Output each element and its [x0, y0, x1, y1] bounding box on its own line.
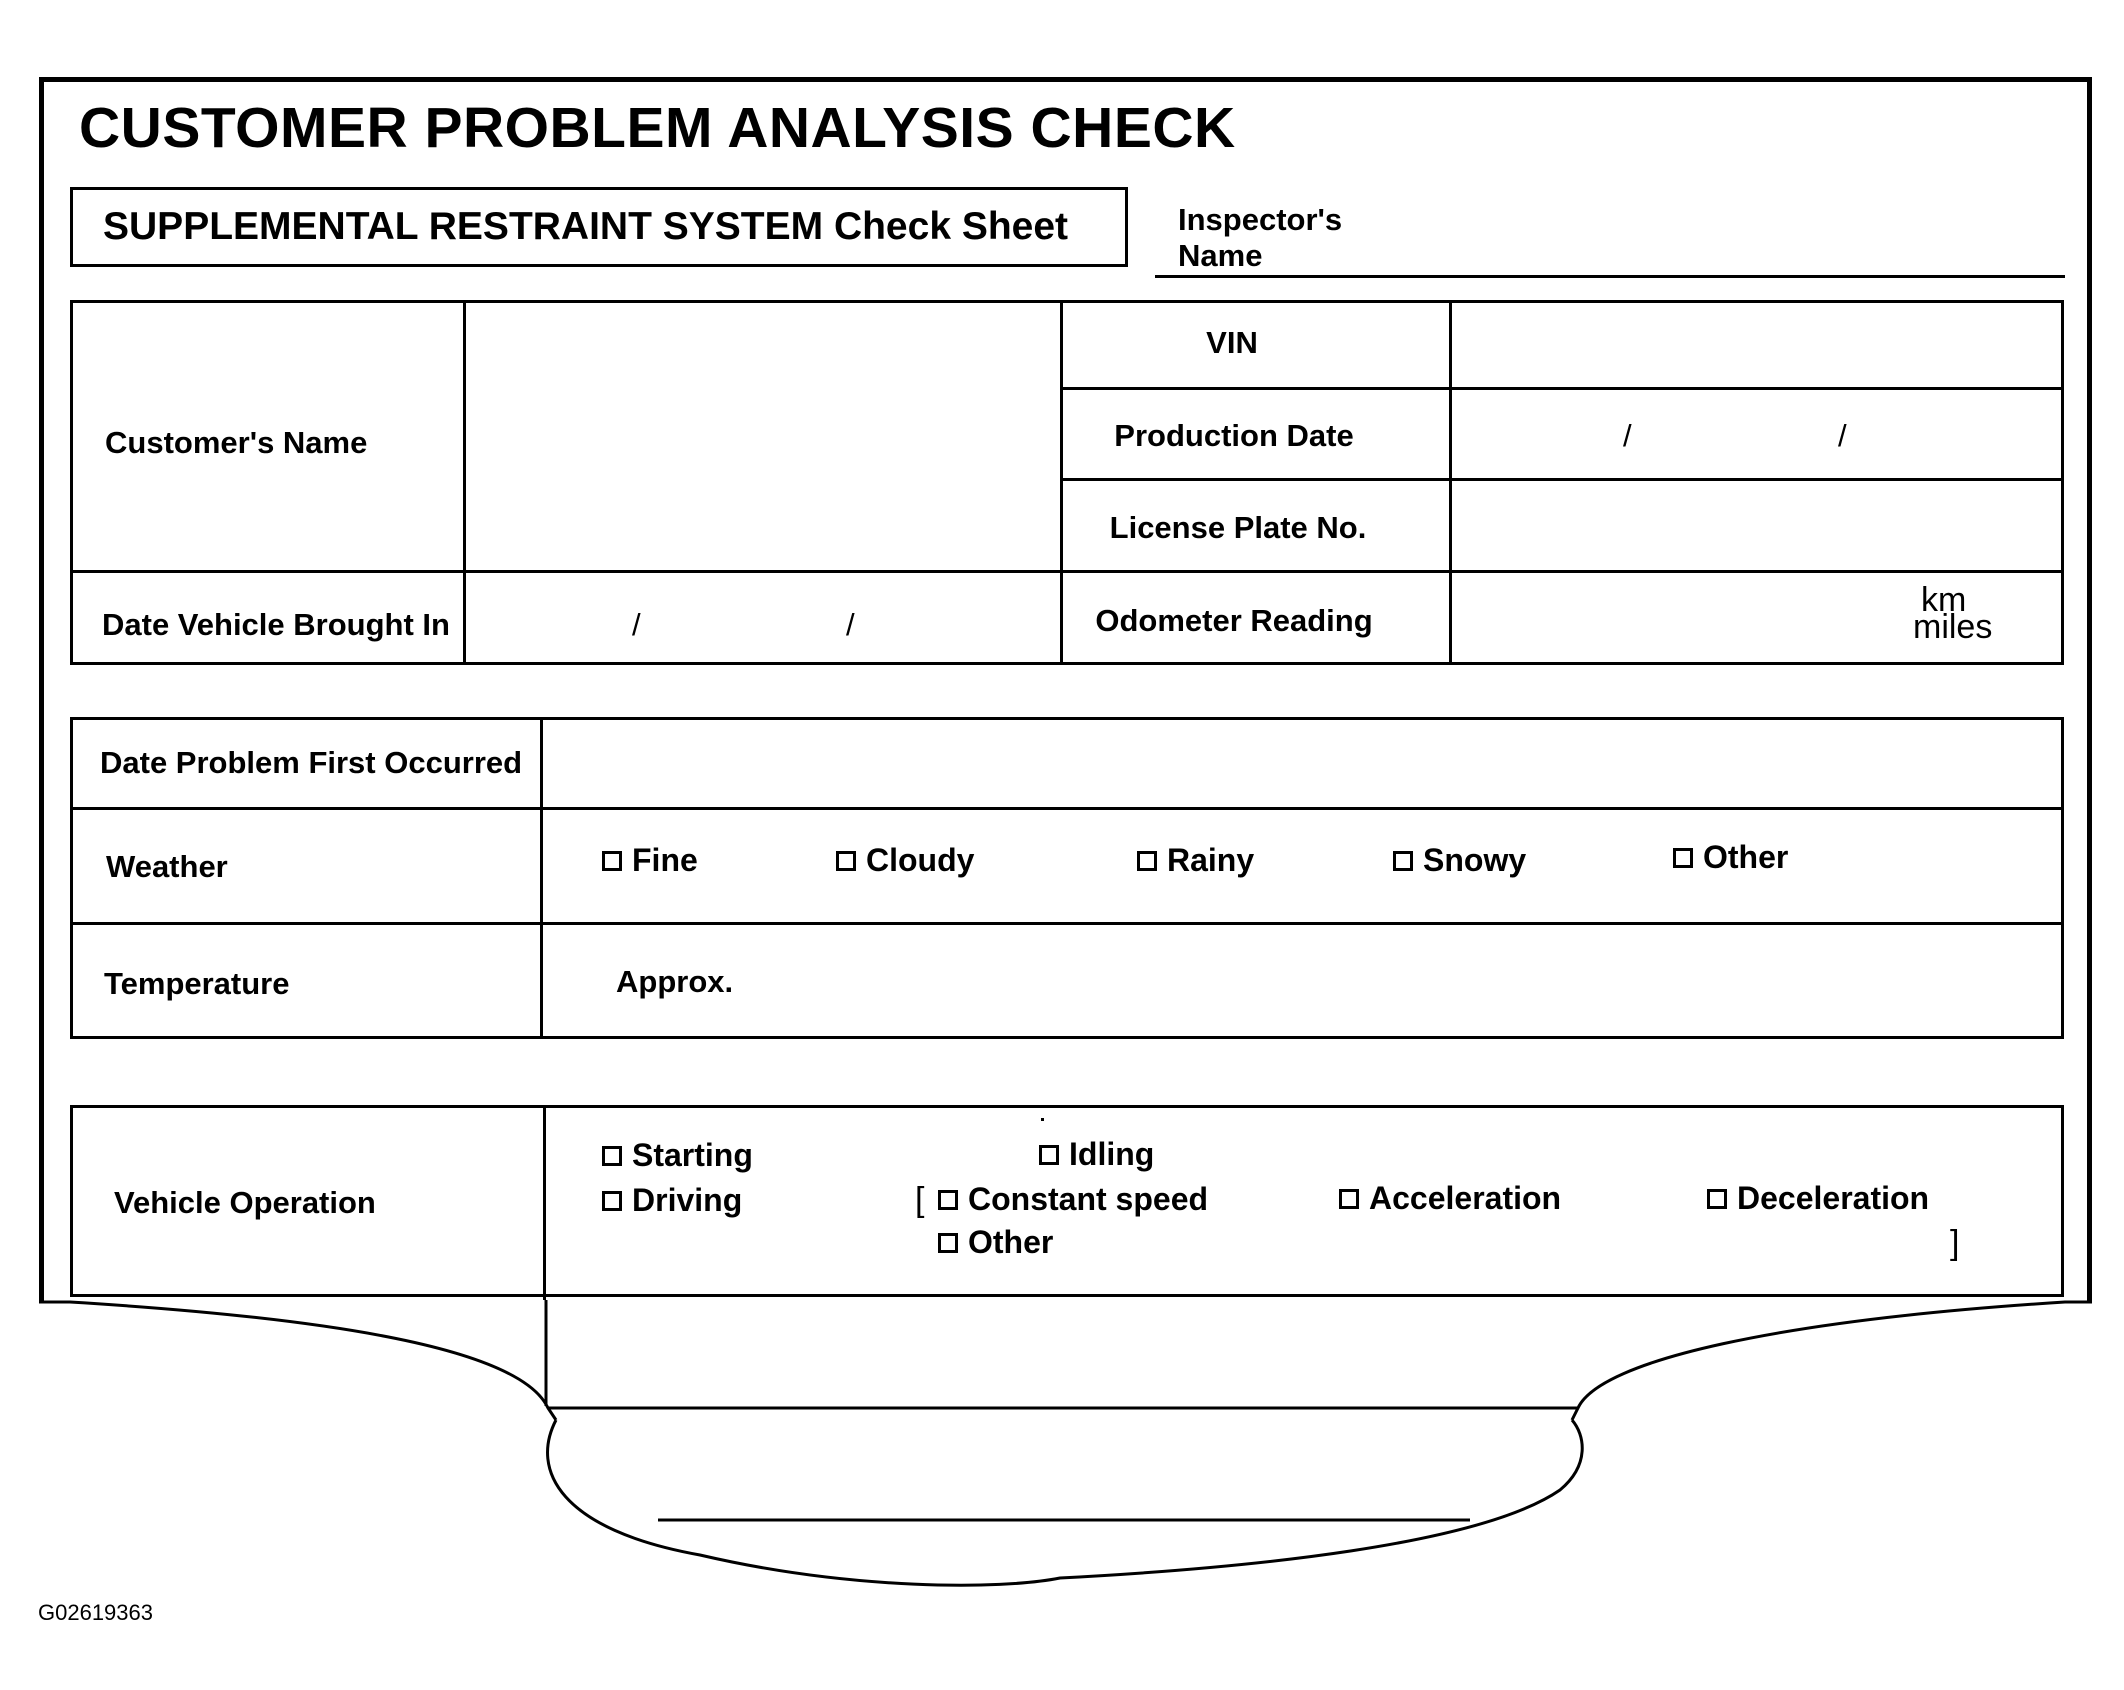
license-plate-label: License Plate No.	[1109, 510, 1367, 545]
weather-option-cloudy[interactable]	[836, 842, 974, 879]
odometer-unit-miles: miles	[1913, 608, 1993, 646]
driving-detail-bracket-close: ]	[1950, 1224, 1960, 1262]
temperature-field[interactable]	[543, 925, 2064, 1039]
operation-option-deceleration[interactable]	[1707, 1180, 1929, 1217]
operation-option-label: Deceleration	[1737, 1180, 1930, 1216]
production-date-field[interactable]	[1452, 390, 2064, 481]
checkbox-icon[interactable]	[1339, 1189, 1359, 1209]
temperature-approx-label: Approx.	[616, 964, 734, 999]
weather-label: Weather	[106, 849, 228, 884]
check-sheet-title-box	[70, 187, 1128, 267]
weather-option-label: Other	[1703, 839, 1789, 875]
check-sheet-title: SUPPLEMENTAL RESTRAINT SYSTEM Check Sheet	[103, 205, 1069, 248]
production-date-label: Production Date	[1114, 418, 1354, 453]
operation-option-label: Other	[968, 1224, 1054, 1260]
production-date-separator: /	[1838, 418, 1847, 453]
page-title: CUSTOMER PROBLEM ANALYSIS CHECK	[79, 96, 1236, 160]
vin-label: VIN	[1206, 325, 1258, 360]
checkbox-icon[interactable]	[938, 1233, 958, 1253]
date-brought-in-separator: /	[632, 607, 641, 642]
vehicle-operation-label: Vehicle Operation	[114, 1185, 376, 1220]
operation-option-idling[interactable]	[1039, 1136, 1154, 1173]
license-plate-field[interactable]	[1452, 481, 2064, 573]
checkbox-icon[interactable]	[836, 851, 856, 871]
date-brought-in-label: Date Vehicle Brought In	[102, 607, 450, 642]
stray-mark	[1041, 1118, 1044, 1121]
odometer-unit-km: km	[1921, 581, 1967, 619]
date-brought-in-field[interactable]	[466, 573, 1063, 665]
operation-option-label: Constant speed	[968, 1181, 1209, 1217]
checkbox-icon[interactable]	[1137, 851, 1157, 871]
checkbox-icon[interactable]	[1673, 848, 1693, 868]
date-brought-in-separator: /	[846, 607, 855, 642]
weather-option-rainy[interactable]	[1137, 842, 1254, 879]
weather-options-cell	[543, 810, 2064, 925]
checkbox-icon[interactable]	[938, 1190, 958, 1210]
weather-option-fine[interactable]	[602, 842, 698, 879]
operation-option-label: Acceleration	[1369, 1180, 1562, 1216]
customer-name-field[interactable]	[466, 300, 1063, 573]
weather-option-label: Snowy	[1423, 842, 1527, 878]
operation-option-driving[interactable]	[602, 1182, 742, 1219]
date-problem-field[interactable]	[543, 717, 2064, 810]
weather-option-label: Fine	[632, 842, 698, 878]
date-problem-label: Date Problem First Occurred	[100, 745, 523, 780]
checkbox-icon[interactable]	[1039, 1145, 1059, 1165]
operation-option-acceleration[interactable]	[1339, 1180, 1561, 1217]
temperature-label: Temperature	[104, 966, 290, 1001]
weather-option-label: Cloudy	[866, 842, 975, 878]
inspector-name-field[interactable]	[1155, 275, 2065, 278]
operation-option-label: Starting	[632, 1137, 753, 1173]
odometer-label: Odometer Reading	[1095, 603, 1373, 638]
inspector-name-label: Inspector's Name	[1178, 202, 1343, 273]
vin-field[interactable]	[1452, 300, 2064, 390]
customer-name-label: Customer's Name	[105, 425, 368, 460]
operation-option-other[interactable]	[938, 1224, 1053, 1261]
operation-option-label: Idling	[1069, 1136, 1155, 1172]
checkbox-icon[interactable]	[1707, 1189, 1727, 1209]
driving-detail-bracket-open: [	[915, 1181, 925, 1219]
vehicle-operation-divider	[543, 1105, 546, 1300]
operation-option-constant-speed[interactable]	[938, 1181, 1208, 1218]
checkbox-icon[interactable]	[602, 1146, 622, 1166]
weather-option-label: Rainy	[1167, 842, 1255, 878]
checkbox-icon[interactable]	[602, 851, 622, 871]
operation-option-starting[interactable]	[602, 1137, 753, 1174]
figure-code: G02619363	[38, 1600, 153, 1625]
checkbox-icon[interactable]	[602, 1191, 622, 1211]
weather-option-other[interactable]	[1673, 839, 1788, 876]
operation-option-label: Driving	[632, 1182, 743, 1218]
checkbox-icon[interactable]	[1393, 851, 1413, 871]
production-date-separator: /	[1623, 418, 1632, 453]
weather-option-snowy[interactable]	[1393, 842, 1526, 879]
